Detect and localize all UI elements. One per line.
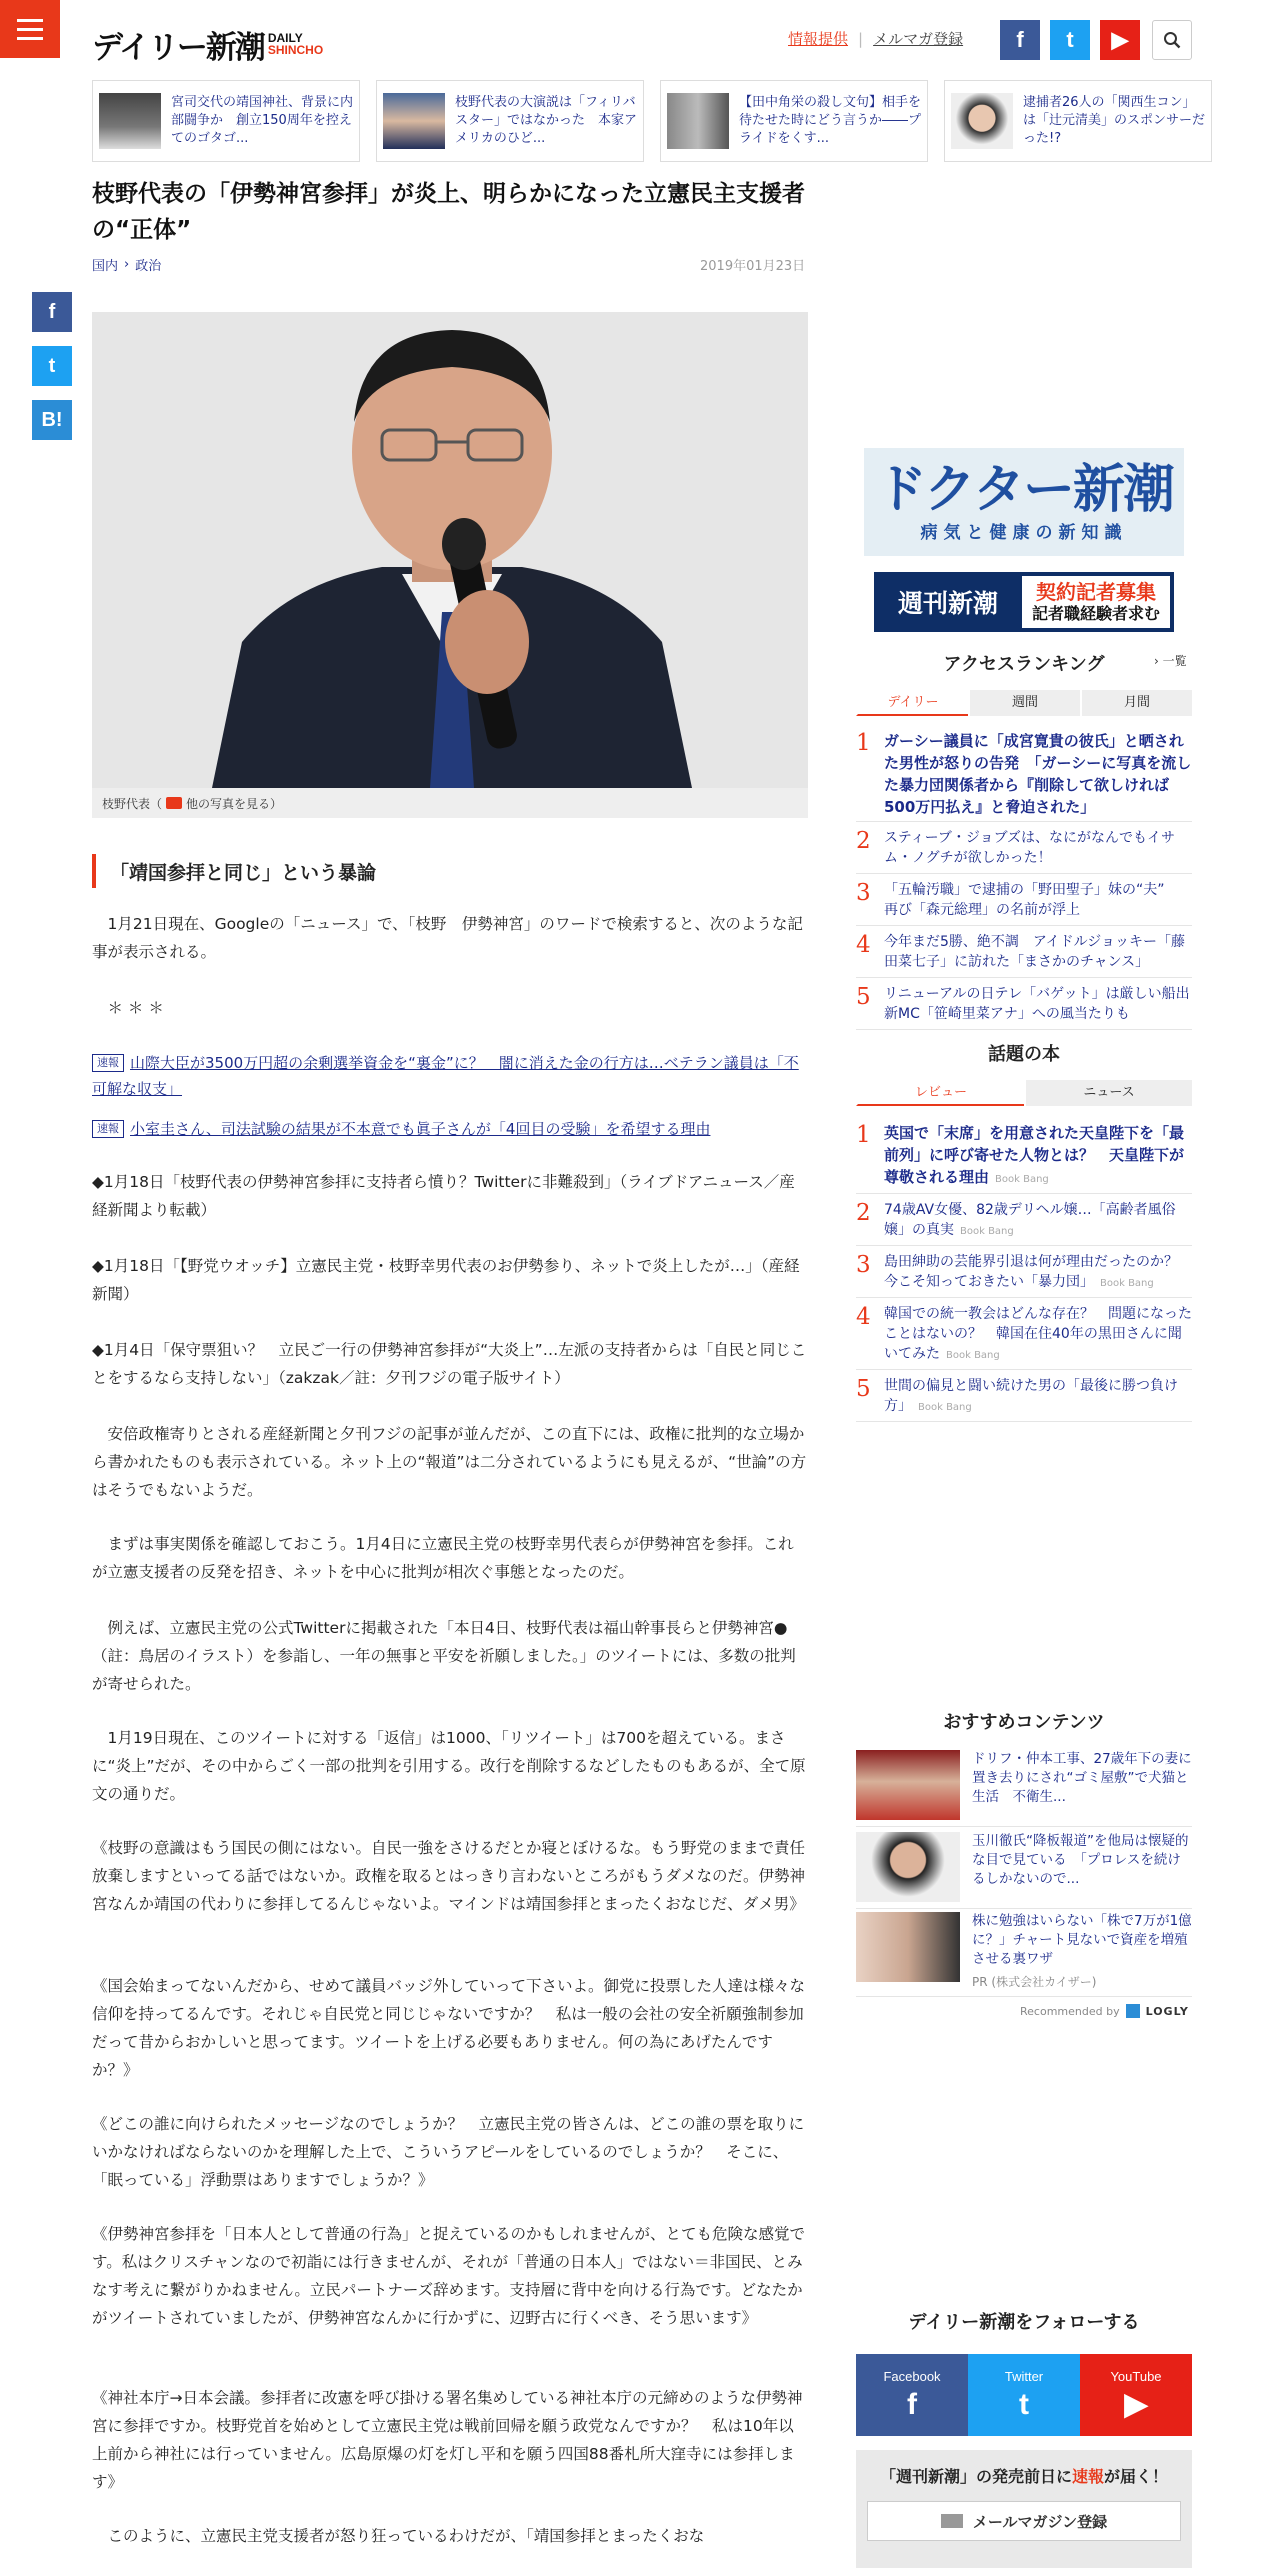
menu-button[interactable] — [0, 0, 60, 58]
related-card[interactable]: 逮捕者26人の「関西生コン」は「辻元清美」のスポンサーだった!? — [944, 80, 1212, 162]
recommended-thumb — [856, 1832, 960, 1902]
article-quote: 《神社本庁→日本会議。参拝者に改憲を呼び掛ける署名集めしている神社本庁の元締めのような伊勢神宮に参拝ですか。枝野党首を始めとして立憲民主党は戦前回帰を願う政党なんですか？ 私は10年以上前から神社には行っていません。広島原爆の灯を灯し平和を願う四国88番札所大窪寺には参拝します》 — [92, 2389, 803, 2491]
follow-twitter-button[interactable]: Twitter t — [968, 2354, 1080, 2436]
share-bar — [32, 292, 72, 440]
tab-monthly[interactable]: 月間 — [1080, 690, 1192, 716]
facebook-icon[interactable]: f — [1000, 20, 1040, 60]
book-item[interactable]: 3 島田紳助の芸能界引退は何が理由だったのか？ 今こそ知っておきたい「暴力団」 Book Bang — [856, 1252, 1192, 1298]
twitter-icon[interactable]: t — [1050, 20, 1090, 60]
recommended-title: おすすめコンテンツ — [943, 1712, 1105, 1733]
article-bullet: ◆1月4日「保守票狙い？ 立民ご一行の伊勢神宮参拝が“大炎上”…左派の支持者からは「自民と同じことをするなら支持しない」（zakzak／註：夕刊フジの電子版サイト） — [92, 1341, 807, 1387]
article-quote: 《伊勢神宮参拝を「日本人として普通の行為」と捉えているのかもしれませんが、とても危険な感覚です。私はクリスチャンなので初詣には行きませんが、それが「普通の日本人」ではない＝非国民、とみなす考えに繋がりかねません。立民パートナーズ辞めます。支持層に背中を向ける行為です。どなたかがツイートされていましたが、伊勢神宮なんかに行かずに、辺野古に行くべき、そう思います》 — [92, 2225, 806, 2327]
book-item[interactable]: 4 韓国での統一教会はどんな存在？ 問題になったことはないの？ 韓国在住40年の黒田さんに聞いてみた Book Bang — [856, 1304, 1192, 1370]
article-title: 枝野代表の「伊勢神宮参拝」が炎上、明らかになった立憲民主支援者の“正体” — [92, 181, 805, 243]
article-paragraph: まずは事実関係を確認しておこう。1月4日に立憲民主党の枝野幸男代表らが伊勢神宮を参拝。これが立憲支援者の反発を招き、ネットを中心に批判が相次ぐ事態となったのだ。 — [92, 1535, 794, 1581]
related-card[interactable]: 枝野代表の大演説は「フィリバスター」ではなかった 本家アメリカのひど... — [376, 80, 644, 162]
chevron-right-icon: › — [124, 257, 130, 272]
recommended-thumb — [856, 1750, 960, 1820]
related-thumb — [667, 93, 729, 149]
site-logo[interactable] — [92, 24, 323, 64]
logly-credit: Recommended by LOGLY — [1020, 2004, 1189, 2018]
ranking-item[interactable]: 5 リニューアルの日テレ「バゲット」は厳しい船出 新MC「笹崎里菜アナ」への風当たりも — [856, 984, 1192, 1030]
camera-icon — [166, 797, 182, 809]
breaking-badge: 速報 — [92, 1120, 124, 1138]
ranking-tabs — [856, 690, 1192, 716]
related-thumb — [99, 93, 161, 149]
twitter-share-icon[interactable]: t — [32, 346, 72, 386]
facebook-icon: f — [907, 2387, 917, 2421]
article-date: 2019年01月23日 — [700, 259, 806, 274]
follow-buttons — [856, 2354, 1192, 2436]
breadcrumb — [92, 255, 161, 274]
twitter-icon: t — [1019, 2387, 1029, 2421]
image-caption: 枝野代表（ 他の写真を見る ） — [92, 788, 808, 818]
follow-title: デイリー新潮をフォローする — [908, 2312, 1140, 2333]
book-item[interactable]: 2 74歳AV女優、82歳デリヘル嬢…「高齢者風俗嬢」の真実 Book Bang — [856, 1200, 1192, 1246]
header-links: 情報提供 | メルマガ登録 — [788, 29, 964, 48]
newsletter-signup-button[interactable]: メールマガジン登録 — [867, 2501, 1181, 2541]
book-source: Book Bang — [1100, 1278, 1154, 1289]
follow-youtube-button[interactable]: YouTube ▶ — [1080, 2354, 1192, 2436]
search-icon — [1163, 31, 1181, 49]
tab-daily[interactable]: デイリー — [856, 690, 968, 716]
hero-photo — [92, 312, 808, 788]
article-bullet: ◆1月18日「枝野代表の伊勢神宮参拝に支持者ら憤り？Twitterに非難殺到」（ライブドアニュース／産経新聞より転載） — [92, 1173, 795, 1219]
book-source: Book Bang — [946, 1350, 1000, 1361]
related-thumb — [951, 93, 1013, 149]
tab-news[interactable]: ニュース — [1024, 1080, 1192, 1106]
hero-image[interactable] — [92, 312, 808, 788]
newsletter-box: 「週刊新潮」の発売前日に速報が届く！ メールマガジン登録 — [856, 2450, 1192, 2568]
recommended-item[interactable]: ドリフ・仲本工事、27歳年下の妻に置き去りにされ“ゴミ屋敷”で犬猫と生活 不衛生... — [856, 1750, 1192, 1827]
related-thumb — [383, 93, 445, 149]
youtube-icon[interactable]: ▶ — [1100, 20, 1140, 60]
article-quote: 《枝野の意識はもう国民の側にはない。自民一強をさけるだとか寝とぼけるな。もう野党のままで責任放棄しますといってる話ではないか。政権を取るとはっきり言わないところがもうダメなのだ。伊勢神宮なんか靖国の代わりに参拝してるんじゃないよ。マインドは靖国参拝とまったくおなじだ、ダメ男》 — [92, 1839, 806, 1913]
logo-text-en: DAILY SHINCHO — [267, 31, 324, 57]
ranking-title: アクセスランキング — [943, 654, 1105, 675]
ad-doctor-shincho[interactable]: ドクター新潮 病気と健康の新知識 — [864, 448, 1184, 556]
section-heading: 「靖国参拝と同じ」という暴論 — [92, 854, 808, 888]
logly-icon — [1126, 2004, 1140, 2018]
menu-icon — [17, 19, 43, 22]
ranking-item[interactable]: 4 今年まだ5勝、絶不調 アイドルジョッキー「藤田菜七子」に訪れた「まさかのチャンス」 — [856, 932, 1192, 978]
youtube-icon: ▶ — [1124, 2387, 1148, 2421]
header-social — [1000, 20, 1140, 60]
mail-icon — [941, 2514, 963, 2528]
related-card[interactable]: 宮司交代の靖国神社、背景に内部闘争か 創立150周年を控えてのゴタゴ... — [92, 80, 360, 162]
facebook-share-icon[interactable]: f — [32, 292, 72, 332]
article-paragraph: 例えば、立憲民主党の公式Twitterに掲載された「本日4日、枝野代表は福山幹事長らと伊勢神宮●（註：鳥居のイラスト）を参詣し、一年の無事と平安を祈願しました。」のツイートには、多数の批判が寄せられた。 — [92, 1619, 796, 1693]
info-submit-link[interactable]: 情報提供 — [788, 30, 849, 48]
article-paragraph: 安倍政権寄りとされる産経新聞と夕刊フジの記事が並んだが、この直下には、政権に批判的な立場から書かれたものも表示されている。ネット上の“報道”は二分されているようにも見えるが、“世論”の方はそうでもないようだ。 — [92, 1425, 807, 1499]
ranking-item[interactable]: 2 スティーブ・ジョブズは、なにがなんでもイサム・ノグチが欲しかった！ — [856, 828, 1192, 874]
more-photos-link[interactable]: 他の写真を見る — [186, 796, 271, 811]
tab-weekly[interactable]: 週間 — [968, 690, 1080, 716]
ranking-item[interactable]: 1 ガーシー議員に「成宮寛貴の彼氏」と晒された男性が怒りの告発 「ガーシーに写真を流した暴力団関係者から『削除して欲しければ500万円払え』と脅迫された」 — [856, 730, 1192, 822]
breaking-news-link[interactable]: 速報 小室圭さん、司法試験の結果が不本意でも眞子さんが「4回目の受験」を希望する理由 — [92, 1116, 808, 1142]
breadcrumb-politics[interactable]: 政治 — [135, 259, 162, 274]
books-title: 話題の本 — [988, 1044, 1060, 1065]
book-source: Book Bang — [995, 1174, 1049, 1185]
ranking-all-link[interactable]: › 一覧 — [1154, 654, 1187, 668]
search-button[interactable] — [1152, 20, 1192, 60]
ranking-item[interactable]: 3 「五輪汚職」で逮捕の「野田聖子」妹の“夫” 再び「森元総理」の名前が浮上 — [856, 880, 1192, 926]
ad-shukan-shincho[interactable]: 週刊新潮 契約記者募集 記者職経験者求む — [874, 572, 1174, 632]
logo-text-jp: デイリー新潮 — [92, 29, 264, 66]
follow-facebook-button[interactable]: Facebook f — [856, 2354, 968, 2436]
article-quote: 《国会始まってないんだから、せめて議員バッジ外していって下さいよ。御党に投票した人達は様々な信仰を持ってるんです。それじゃ自民党と同じじゃないですか？ 私は一般の会社の安全祈願強制参加だって昔からおかしいと思ってます。ツイートを上げる必要もありません。何の為にあげたんですか？》 — [92, 1977, 806, 2079]
recommended-item[interactable]: 株に勉強はいらない「株で7万が1億に？」チャート見ないで資産を増殖させる裏ワザ PR (株式会社カイザー) — [856, 1912, 1192, 1997]
breaking-news-link[interactable]: 速報 山際大臣が3500万円超の余剰選挙資金を“裏金”に？ 闇に消えた金の行方は…ベテラン議員は「不可解な収支」 — [92, 1054, 799, 1098]
newsletter-link[interactable]: メルマガ登録 — [873, 30, 964, 48]
article-paragraph: 1月21日現在、Googleの「ニュース」で、「枝野 伊勢神宮」のワードで検索すると、次のような記事が表示される。 — [92, 915, 803, 961]
book-source: Book Bang — [960, 1226, 1014, 1237]
article-paragraph: このように、立憲民主党支援者が怒り狂っているわけだが、「靖国参拝とまったくおな — [92, 2527, 705, 2545]
book-item[interactable]: 1 英国で「末席」を用意された天皇陛下を「最前列」に呼び寄せた人物とは？ 天皇陛下が尊敬される理由 Book Bang — [856, 1122, 1192, 1194]
article-paragraph: 1月19日現在、このツイートに対する「返信」は1000、「リツイート」は700を超えている。まさに“炎上”だが、その中からごく一部の批判を引用する。改行を削除するなどしたものもあるが、全て原文の通りだ。 — [92, 1729, 806, 1803]
breadcrumb-domestic[interactable]: 国内 — [92, 259, 119, 274]
book-source: Book Bang — [918, 1402, 972, 1413]
hatena-bookmark-icon[interactable]: B! — [32, 400, 72, 440]
books-tabs — [856, 1080, 1192, 1106]
recommended-item[interactable]: 玉川徹氏“降板報道”を他局は懐疑的な目で見ている 「プロレスを続けるしかないので... — [856, 1832, 1192, 1909]
pr-label: PR (株式会社カイザー) — [972, 1975, 1097, 1989]
recommended-thumb — [856, 1912, 960, 1982]
breaking-badge: 速報 — [92, 1054, 124, 1072]
tab-review[interactable]: レビュー — [856, 1080, 1024, 1106]
article-bullet: ◆1月18日「【野党ウオッチ】立憲民主党・枝野幸男代表のお伊勢参り、ネットで炎上したが…」（産経新聞） — [92, 1257, 800, 1303]
article-quote: 《どこの誰に向けられたメッセージなのでしょうか？ 立憲民主党の皆さんは、どこの誰の票を取りにいかなければならないのかを理解した上で、こういうアピールをしているのでしょうか？ そこに、「眠っている」浮動票はありますでしょうか？》 — [92, 2115, 805, 2189]
book-item[interactable]: 5 世間の偏見と闘い続けた男の「最後に勝つ負け方」 Book Bang — [856, 1376, 1192, 1422]
related-card[interactable]: 【田中角栄の殺し文句】相手を待たせた時にどう言うか――プライドをくす... — [660, 80, 928, 162]
separator-stars: ＊ ＊ ＊ — [92, 999, 164, 1017]
